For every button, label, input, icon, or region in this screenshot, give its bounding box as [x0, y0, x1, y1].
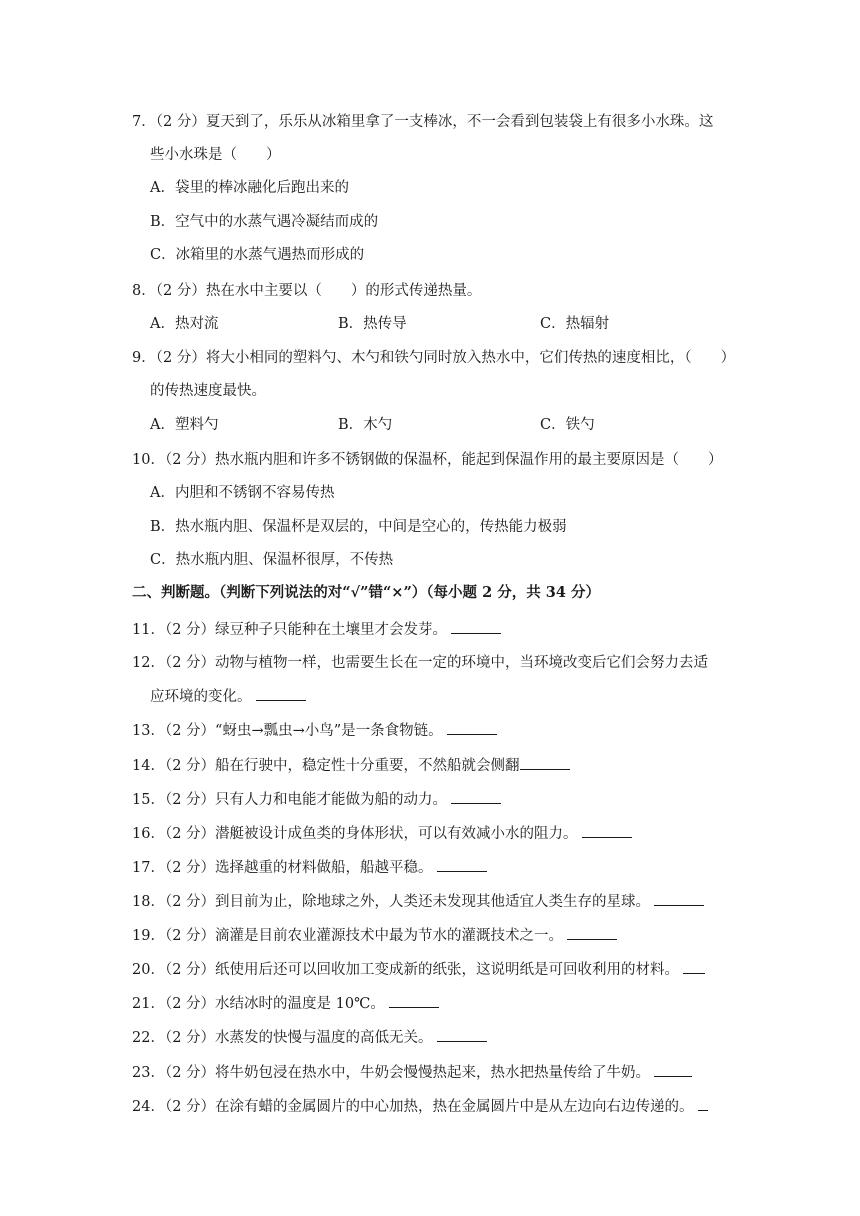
question-number: 17．	[132, 860, 165, 876]
question-score: （2 分）	[164, 1099, 216, 1115]
option-b: B．热水瓶内胆、保温杯是双层的，中间是空心的，传热能力极弱	[150, 519, 567, 535]
option-c: C．热辐射	[540, 316, 610, 332]
question-score: （2 分）	[164, 996, 216, 1012]
option-c: C．冰箱里的水蒸气遇热而形成的	[150, 247, 365, 263]
question-18	[132, 891, 704, 912]
question-text: 热在水中主要以（ ）的形式传递热量。	[205, 283, 482, 299]
question-score: （2 分）	[164, 826, 216, 842]
question-text: 到目前为止，除地球之外，人类还未发现其他适宜人类生存的星球。	[215, 894, 651, 910]
question-text: 水蒸发的快慢与温度的高低无关。	[215, 1030, 433, 1046]
question-score: （2 分）	[155, 350, 206, 366]
answer-blank[interactable]	[654, 891, 704, 906]
question-19	[132, 925, 617, 946]
question-score: （2 分）	[155, 283, 206, 299]
section-title: 二、判断题。（判断下列说法的对“√”错“×”）（每小题 2 分，共 34 分）	[132, 584, 600, 601]
question-number: 15．	[132, 792, 165, 808]
option-c: C．铁勺	[540, 417, 595, 433]
question-score: （2 分）	[164, 1030, 216, 1046]
question-number: 13．	[132, 723, 165, 739]
question-text: 滴灌是目前农业灌源技术中最为节水的灌溉技术之一。	[215, 928, 564, 944]
question-20	[132, 959, 705, 980]
answer-blank[interactable]	[567, 925, 617, 940]
question-11	[132, 619, 501, 640]
question-text: 在涂有蜡的金属圆片的中心加热，热在金属圆片中是从左边向右边传递的。	[215, 1099, 694, 1115]
question-score: （2 分）	[164, 622, 216, 638]
question-17	[132, 857, 487, 878]
question-number: 12．	[132, 655, 165, 671]
option-b: B．木勺	[338, 417, 393, 433]
question-number: 21．	[132, 996, 165, 1012]
option-a: A．袋里的棒冰融化后跑出来的	[150, 180, 349, 196]
question-number: 14．	[132, 758, 165, 774]
option-b: B．热传导	[338, 316, 407, 332]
answer-blank[interactable]	[520, 755, 570, 770]
question-score: （2 分）	[164, 655, 216, 671]
answer-blank[interactable]	[451, 619, 501, 634]
question-text: 将大小相同的塑料勺、木勺和铁勺同时放入热水中，它们传热的速度相比，（ ）	[205, 350, 736, 366]
question-21	[132, 993, 439, 1014]
question-10	[132, 450, 723, 470]
question-text: 纸使用后还可以回收加工变成新的纸张，这说明纸是可回收利用的材料。	[215, 962, 680, 978]
question-9	[132, 348, 735, 368]
option-a: A．热对流	[150, 316, 219, 332]
question-number: 7．	[132, 114, 156, 130]
answer-blank[interactable]	[451, 789, 501, 804]
question-8	[132, 281, 481, 301]
question-score: （2 分）	[164, 1065, 216, 1081]
question-text: 绿豆种子只能种在土壤里才会发芽。	[215, 622, 448, 638]
question-score: （2 分）	[164, 962, 216, 978]
question-text: 将牛奶包浸在热水中，牛奶会慢慢热起来，热水把热量传给了牛奶。	[215, 1065, 651, 1081]
option-b: B．空气中的水蒸气遇冷凝结而成的	[150, 214, 379, 230]
question-number: 24．	[132, 1099, 165, 1115]
question-23	[132, 1062, 692, 1083]
answer-blank[interactable]	[698, 1096, 708, 1111]
question-16	[132, 823, 632, 844]
question-number: 19．	[132, 928, 165, 944]
option-c: C．热水瓶内胆、保温杯很厚，不传热	[150, 552, 394, 568]
answer-blank[interactable]	[256, 686, 306, 701]
question-12-continued	[150, 686, 306, 707]
question-24	[132, 1096, 708, 1117]
question-text: “蚜虫→瓢虫→小鸟”是一条食物链。	[215, 723, 443, 739]
question-number: 22．	[132, 1030, 165, 1046]
answer-blank[interactable]	[447, 720, 497, 735]
question-score: （2 分）	[164, 758, 216, 774]
answer-blank[interactable]	[654, 1062, 692, 1077]
option-a: A．内胆和不锈钢不容易传热	[150, 485, 335, 501]
question-score: （2 分）	[164, 723, 216, 739]
question-12	[132, 653, 708, 673]
answer-blank[interactable]	[389, 993, 439, 1008]
question-number: 20．	[132, 962, 165, 978]
question-7-continued: 些小水珠是（ ）	[150, 147, 281, 163]
question-number: 10．	[132, 452, 165, 468]
question-text: 动物与植物一样，也需要生长在一定的环境中，当环境改变后它们会努力去适	[215, 655, 709, 671]
question-number: 9．	[132, 350, 156, 366]
question-15	[132, 789, 501, 810]
question-22	[132, 1027, 487, 1048]
question-score: （2 分）	[164, 860, 216, 876]
answer-blank[interactable]	[582, 823, 632, 838]
answer-blank[interactable]	[437, 857, 487, 872]
question-text: 热水瓶内胆和许多不锈钢做的保温杯，能起到保温作用的最主要原因是（ ）	[215, 452, 723, 468]
question-text: 选择越重的材料做船，船越平稳。	[215, 860, 433, 876]
question-number: 8．	[132, 283, 156, 299]
question-9-continued: 的传热速度最快。	[150, 383, 266, 399]
question-number: 18．	[132, 894, 165, 910]
question-score: （2 分）	[164, 928, 216, 944]
question-number: 11．	[132, 622, 165, 638]
question-score: （2 分）	[164, 894, 216, 910]
question-7	[132, 112, 713, 132]
question-score: （2 分）	[164, 792, 216, 808]
option-a: A．塑料勺	[150, 417, 219, 433]
question-text: 应环境的变化。	[150, 689, 252, 705]
question-text: 潜艇被设计成鱼类的身体形状，可以有效减小水的阻力。	[215, 826, 578, 842]
question-text: 水结冰时的温度是 10℃。	[215, 996, 385, 1012]
answer-blank[interactable]	[437, 1027, 487, 1042]
question-text: 船在行驶中，稳定性十分重要，不然船就会侧翻	[215, 758, 520, 774]
question-13	[132, 720, 497, 741]
question-text: 只有人力和电能才能做为船的动力。	[215, 792, 448, 808]
question-number: 16．	[132, 826, 165, 842]
question-number: 23．	[132, 1065, 165, 1081]
question-text: 夏天到了，乐乐从冰箱里拿了一支棒冰，不一会看到包装袋上有很多小水珠。这	[205, 114, 714, 130]
question-14	[132, 755, 570, 776]
question-score: （2 分）	[155, 114, 206, 130]
answer-blank[interactable]	[683, 959, 705, 974]
question-score: （2 分）	[164, 452, 216, 468]
